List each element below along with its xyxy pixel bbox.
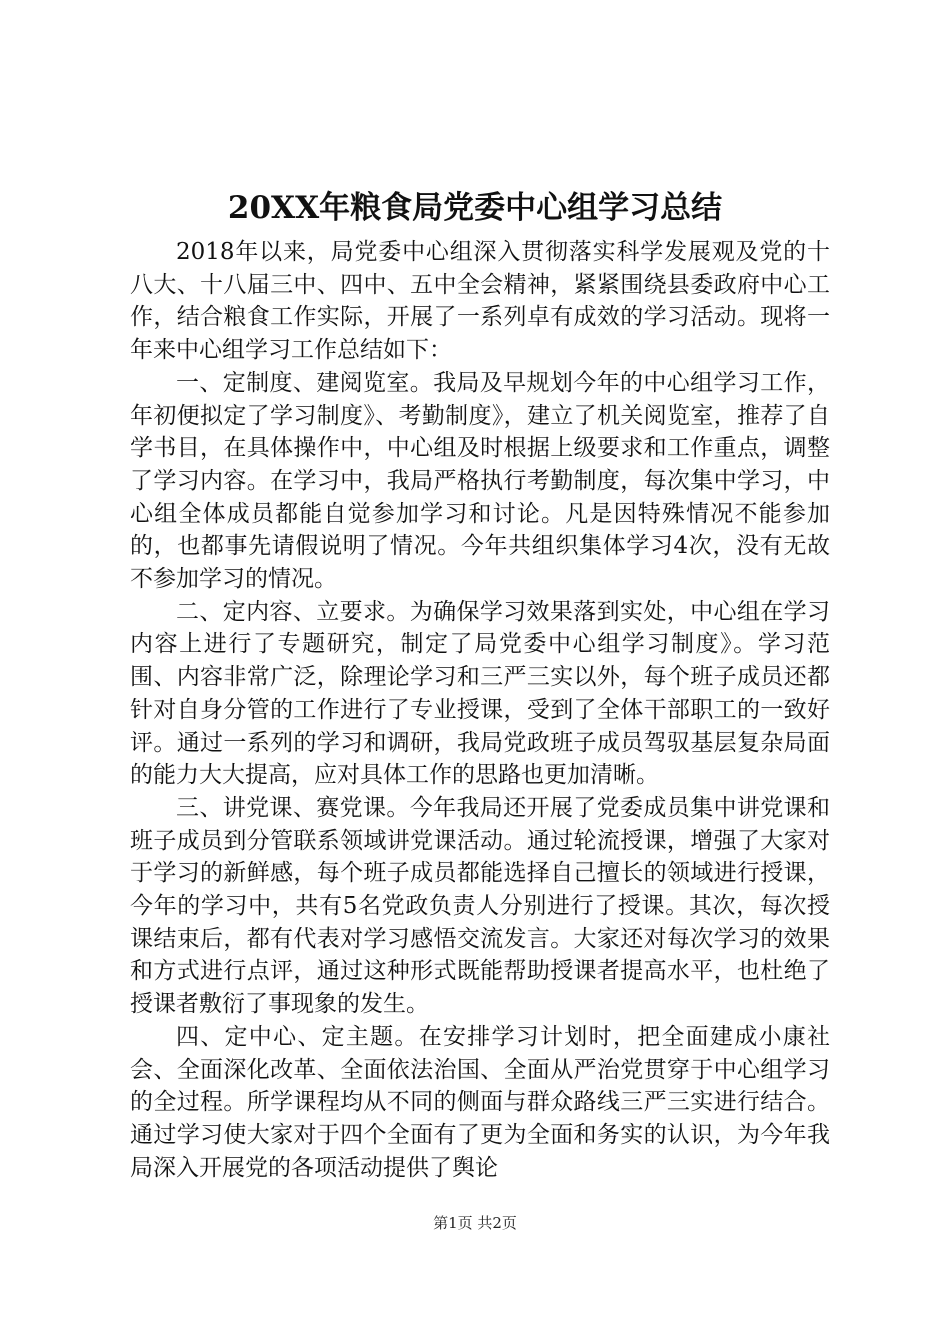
document-body <box>130 236 830 1184</box>
page-number-footer: 第1页 共2页 <box>433 1214 517 1232</box>
section-one-paragraph: 一、定制度、建阅览室。我局及早规划今年的中心组学习工作，年初便拟定了学习制度》、考勤制度》，建立了机关阅览室，推荐了自学书目，在具体操作中，中心组及时根据上级要求和工作重点，调整了学习内容。在学习中，我局严格执行考勤制度，每次集中学习，中心组全体成员都能自觉参加学习和讨论。凡是因特殊情况不能参加的，也都事先请假说明了情况。今年共组织集体学习4次，没有无故不参加学习的情况。 <box>130 369 830 593</box>
intro-paragraph: 2018年以来，局党委中心组深入贯彻落实科学发展观及党的十八大、十八届三中、四中、五中全会精神，紧紧围绕县委政府中心工作，结合粮食工作实际，开展了一系列卓有成效的学习活动。现将一年来中心组学习工作总结如下： <box>130 239 830 364</box>
document-title: 20XX年粮食局党委中心组学习总结 <box>227 190 723 226</box>
section-two-paragraph: 二、定内容、立要求。为确保学习效果落到实处，中心组在学习内容上进行了专题研究，制定了局党委中心组学习制度》。学习范围、内容非常广泛，除理论学习和三严三实以外，每个班子成员还都针对自身分管的工作进行了专业授课，受到了全体干部职工的一致好评。通过一系列的学习和调研，我局党政班子成员驾驭基层复杂局面的能力大大提高，应对具体工作的思路也更加清晰。 <box>130 598 830 789</box>
section-three-paragraph: 三、讲党课、赛党课。今年我局还开展了党委成员集中讲党课和班子成员到分管联系领域讲党课活动。通过轮流授课，增强了大家对于学习的新鲜感，每个班子成员都能选择自己擅长的领域进行授课，今年的学习中，共有5名党政负责人分别进行了授课。其次，每次授课结束后，都有代表对学习感悟交流发言。大家还对每次学习的效果和方式进行点评，通过这种形式既能帮助授课者提高水平，也杜绝了授课者敷衍了事现象的发生。 <box>130 794 830 1018</box>
section-four-paragraph: 四、定中心、定主题。在安排学习计划时，把全面建成小康社会、全面深化改革、全面依法治国、全面从严治党贯穿于中心组学习的全过程。所学课程均从不同的侧面与群众路线三严三实进行结合。通过学习使大家对于四个全面有了更为全面和务实的认识，为今年我局深入开展党的各项活动提供了舆论 <box>130 1023 830 1181</box>
